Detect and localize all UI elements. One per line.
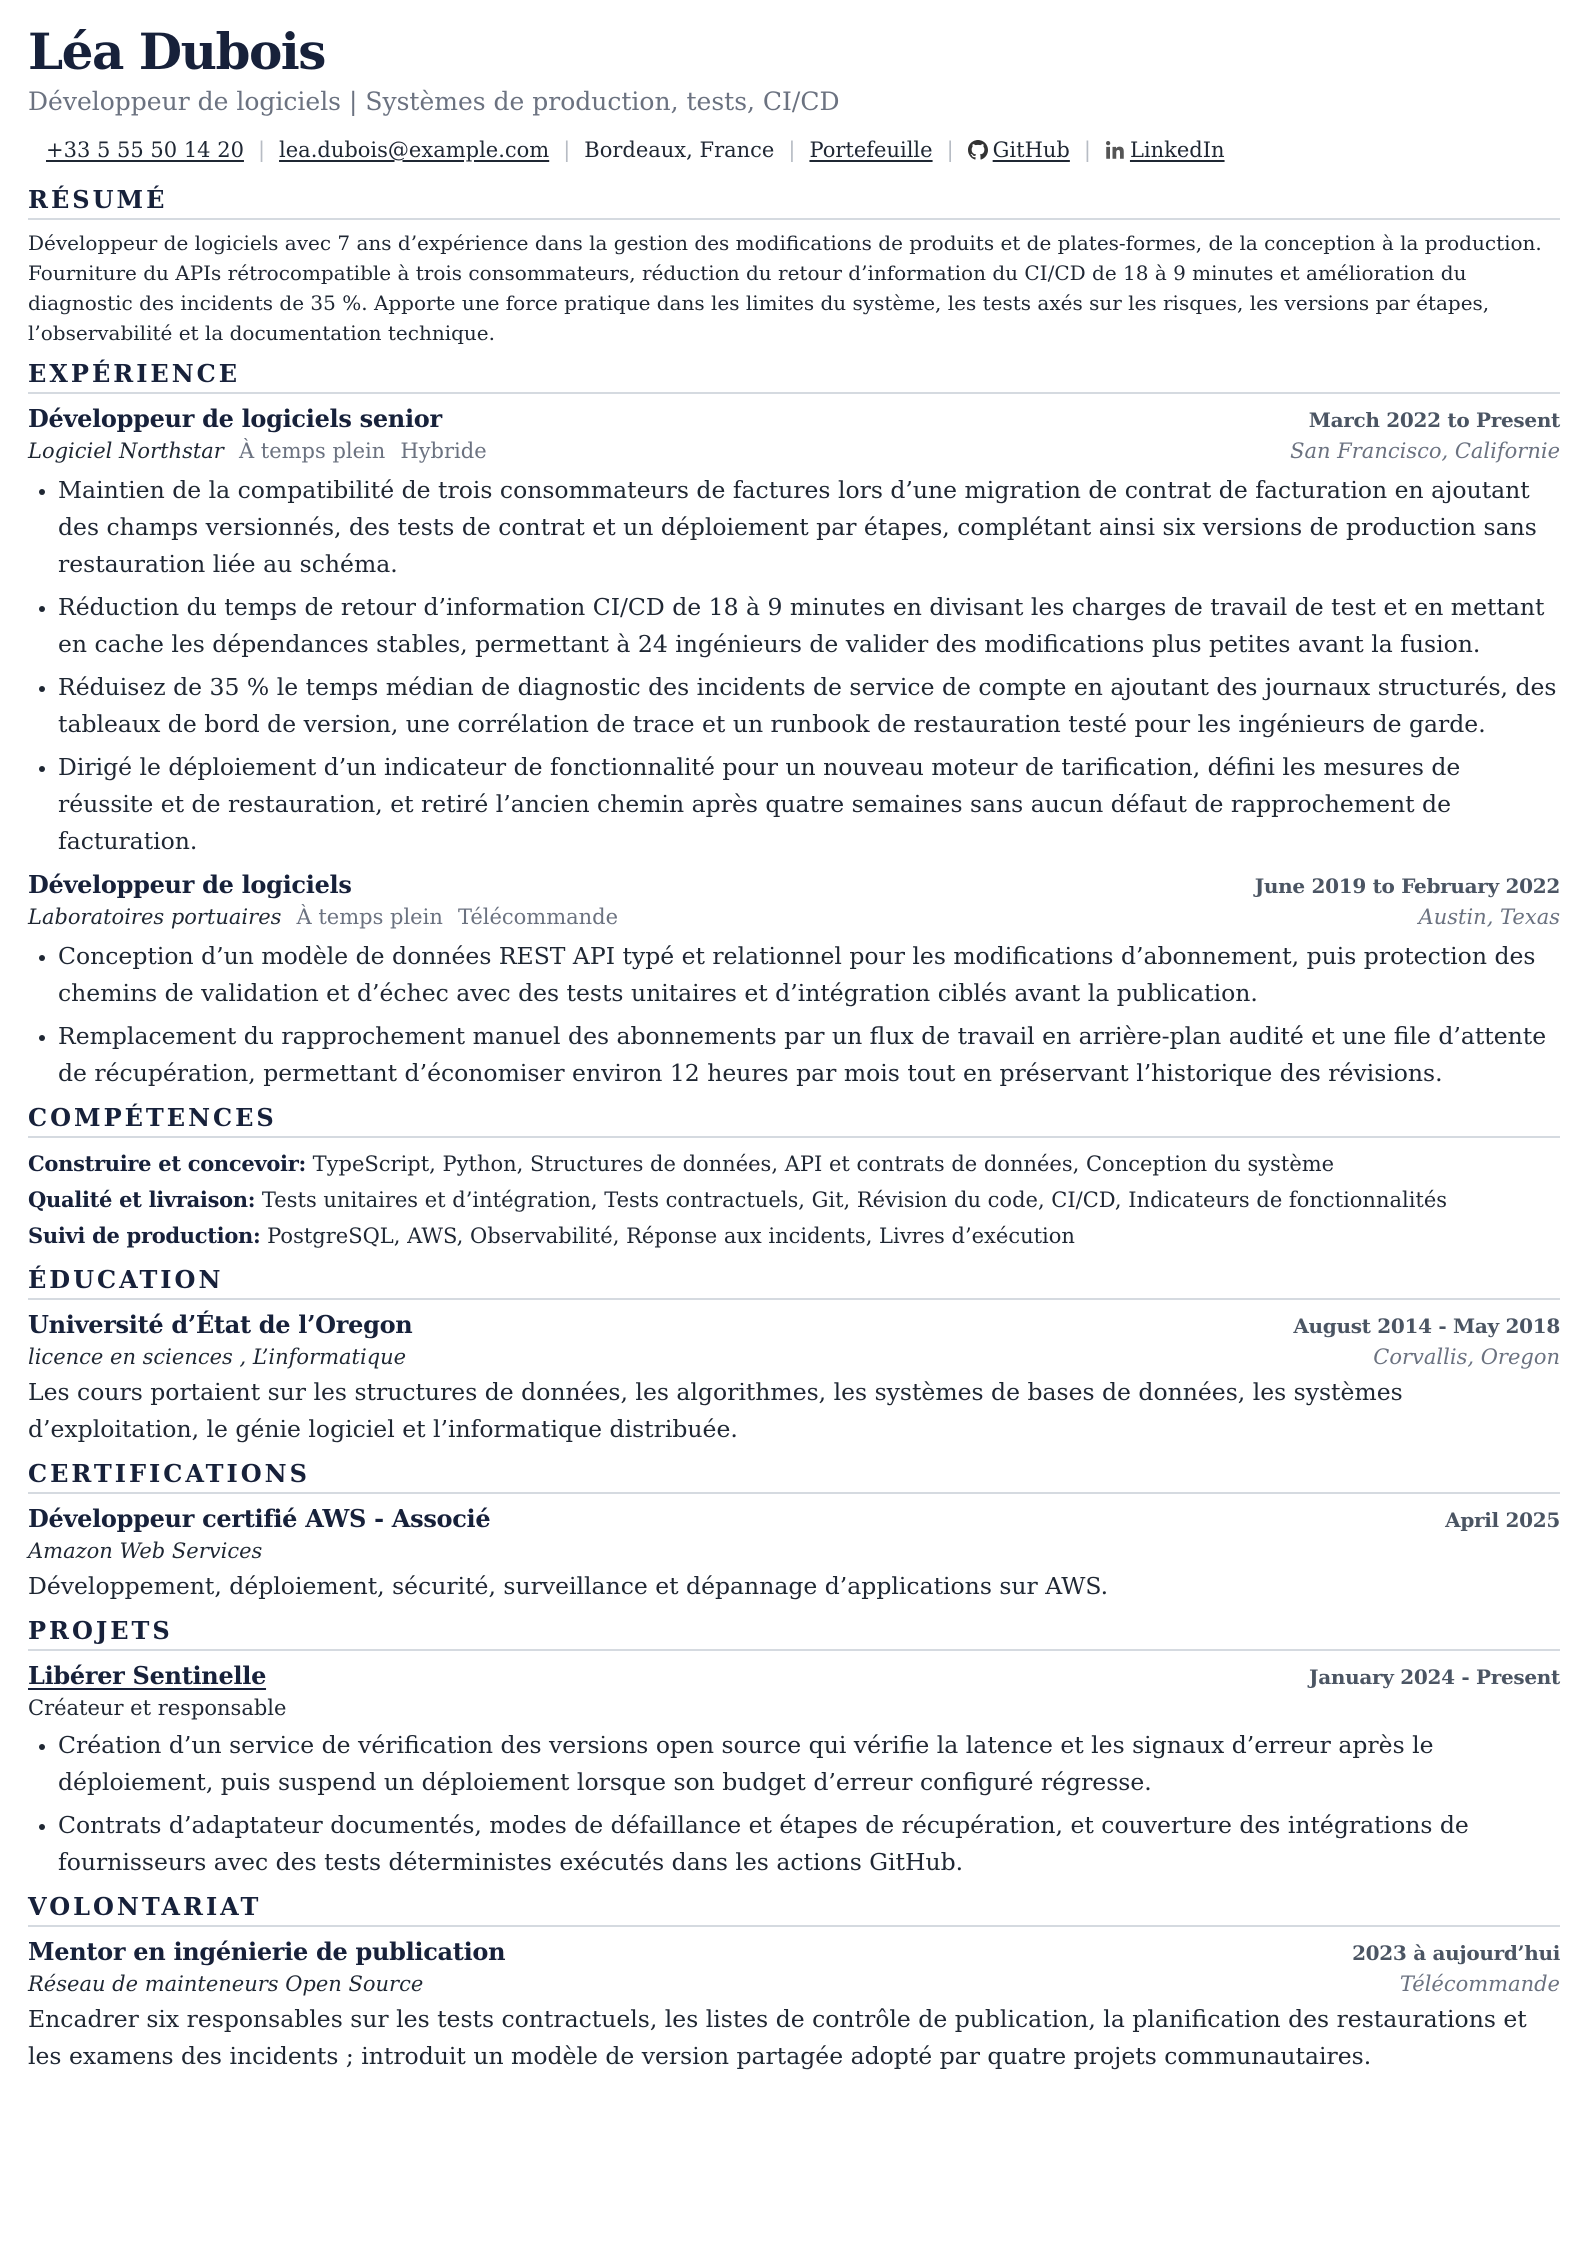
section-title-skills: COMPÉTENCES <box>28 1102 1560 1138</box>
work-mode: Hybride <box>400 439 487 463</box>
volunteer-description: Encadrer six responsables sur les tests contractuels, les listes de contrôle de publication, la planification des restaurations et les examens des incidents ; introduit un modèle de version partagée adopté par quatre projets communautaires. <box>28 2005 1527 2070</box>
section-title-education: ÉDUCATION <box>28 1264 1560 1300</box>
project-entry <box>28 1659 1560 1881</box>
school-location: Corvallis, Oregon <box>1373 1345 1560 1369</box>
degree: licence en sciences , L’informatique <box>28 1345 407 1369</box>
job-bullets <box>28 938 1560 1092</box>
project-bullets <box>28 1727 1560 1881</box>
skill-row <box>28 1146 1560 1182</box>
school-name: Université d’État de l’Oregon <box>28 1310 413 1339</box>
github-link-wrap[interactable] <box>968 134 1070 166</box>
skill-row <box>28 1218 1560 1254</box>
education-description: Les cours portaient sur les structures de données, les algorithmes, les systèmes de bases de données, les systèmes d’exploitation, le génie logiciel et l’informatique distribuée. <box>28 1378 1403 1443</box>
candidate-name: Léa Dubois <box>28 22 325 81</box>
bullet-item: • Maintien de la compatibilité de trois consommateurs de factures lors d’une migration de contrat de facturation en ajoutant des champs versionnés, des tests de contrat et un déploiement par étapes, complétant ainsi six versions de production sans restauration liée au schéma. <box>58 472 1560 583</box>
bullet-item: • Remplacement du rapprochement manuel des abonnements par un flux de travail en arrière-plan audité et une file d’attente de récupération, permettant d’économiser environ 12 heures par mois tout en préservant l’historique des révisions. <box>58 1018 1560 1092</box>
linkedin-label[interactable]: LinkedIn <box>1129 138 1225 162</box>
job-bullets <box>28 472 1560 860</box>
portfolio-link[interactable]: Portefeuille <box>809 138 933 162</box>
linkedin-link-wrap[interactable] <box>1105 134 1225 166</box>
separator: | <box>946 138 954 162</box>
experience-entry <box>28 868 1560 1092</box>
volunteer-org: Réseau de mainteneurs Open Source <box>28 1972 424 1996</box>
bullet-item: • Contrats d’adaptateur documentés, modes de défaillance et étapes de récupération, et couverture des intégrations de fournisseurs avec des tests déterministes exécutés dans les actions GitHub. <box>58 1807 1560 1881</box>
separator: | <box>1083 138 1091 162</box>
separator: | <box>257 138 266 162</box>
bullet-item: • Réduisez de 35 % le temps médian de diagnostic des incidents de service de compte en ajoutant des journaux structurés, des tableaux de bord de version, une corrélation de trace et un runbook de restauration testé pour les ingénieurs de garde. <box>58 669 1560 743</box>
education-date: August 2014 - May 2018 <box>1293 1314 1560 1338</box>
volunteer-title: Mentor en ingénierie de publication <box>28 1937 506 1966</box>
location-text: Bordeaux, France <box>584 138 775 162</box>
bullet-item: • Réduction du temps de retour d’information CI/CD de 18 à 9 minutes en divisant les charges de travail de test et en mettant en cache les dépendances stables, permettant à 24 ingénieurs de valider des modifications plus petites avant la fusion. <box>58 589 1560 663</box>
bullet-item: • Dirigé le déploiement d’un indicateur de fonctionnalité pour un nouveau moteur de tarification, défini les mesures de réussite et de restauration, et retiré l’ancien chemin après quatre semaines sans aucun défaut de rapprochement de facturation. <box>58 749 1560 860</box>
volunteer-entry <box>28 1935 1560 2075</box>
separator: | <box>563 138 571 162</box>
github-icon <box>968 140 988 160</box>
project-role: Créateur et responsable <box>28 1696 287 1720</box>
project-date: January 2024 - Present <box>1309 1665 1560 1689</box>
contact-bar <box>46 134 1560 166</box>
certification-date: April 2025 <box>1445 1508 1560 1532</box>
skill-label: Suivi de production: <box>28 1223 261 1248</box>
linkedin-icon <box>1105 140 1125 160</box>
job-date: June 2019 to February 2022 <box>1254 874 1560 898</box>
experience-entry <box>28 402 1560 860</box>
certification-title: Développeur certifié AWS - Associé <box>28 1504 491 1533</box>
job-date: March 2022 to Present <box>1308 408 1560 432</box>
section-title-volunteer: VOLONTARIAT <box>28 1891 1560 1927</box>
separator: | <box>788 138 796 162</box>
volunteer-date: 2023 à aujourd’hui <box>1352 1941 1560 1965</box>
company-name: Laboratoires portuaires <box>28 905 282 929</box>
job-title: Développeur de logiciels senior <box>28 404 442 433</box>
skill-value: PostgreSQL, AWS, Observabilité, Réponse aux incidents, Livres d’exécution <box>267 1224 1075 1248</box>
email-link[interactable]: lea.dubois@example.com <box>279 138 550 162</box>
skill-label: Construire et concevoir: <box>28 1151 306 1176</box>
skill-row <box>28 1182 1560 1218</box>
volunteer-location: Télécommande <box>1399 1972 1560 1996</box>
job-title: Développeur de logiciels <box>28 870 352 899</box>
summary-text: Développeur de logiciels avec 7 ans d’expérience dans la gestion des modifications de produits et de plates-formes, de la conception à la production. Fourniture du APIs rétrocompatible à trois consommateurs, réduction du retour d’information du CI/CD de 18 à 9 minutes et amélioration du diagnostic des incidents de 35 %. Apporte une force pratique dans les limites du système, les tests axés sur les risques, les versions par étapes, l’observabilité et la documentation technique. <box>28 231 1542 345</box>
github-label[interactable]: GitHub <box>992 138 1070 162</box>
skill-value: TypeScript, Python, Structures de données, API et contrats de données, Conception du système <box>312 1152 1335 1176</box>
education-entry <box>28 1308 1560 1448</box>
headline: Développeur de logiciels | Systèmes de production, tests, CI/CD <box>28 87 840 116</box>
work-mode: Télécommande <box>457 905 619 929</box>
certification-issuer: Amazon Web Services <box>28 1539 263 1563</box>
employment-type: À temps plein <box>296 905 443 929</box>
section-title-summary: RÉSUMÉ <box>28 184 1560 220</box>
section-title-projects: PROJETS <box>28 1615 1560 1651</box>
employment-type: À temps plein <box>238 439 386 463</box>
job-location: Austin, Texas <box>1418 905 1560 929</box>
bullet-item: • Création d’un service de vérification des versions open source qui vérifie la latence et les signaux d’erreur après le déploiement, puis suspend un déploiement lorsque son budget d’erreur configuré régresse. <box>58 1727 1560 1801</box>
skill-label: Qualité et livraison: <box>28 1187 256 1212</box>
bullet-item: • Conception d’un modèle de données REST API typé et relationnel pour les modifications d’abonnement, puis protection des chemins de validation et d’échec avec des tests unitaires et d’intégration ciblés avant la publication. <box>58 938 1560 1012</box>
section-title-certifications: CERTIFICATIONS <box>28 1458 1560 1494</box>
company-name: Logiciel Northstar <box>28 439 224 463</box>
skill-value: Tests unitaires et d’intégration, Tests contractuels, Git, Révision du code, CI/CD, Indicateurs de fonctionnalités <box>261 1188 1448 1212</box>
certification-entry <box>28 1502 1560 1605</box>
certification-description: Développement, déploiement, sécurité, surveillance et dépannage d’applications sur AWS. <box>28 1572 1109 1600</box>
phone-link[interactable]: +33 5 55 50 14 20 <box>46 138 244 162</box>
project-title-link[interactable]: Libérer Sentinelle <box>28 1661 267 1690</box>
job-location: San Francisco, Californie <box>1290 439 1560 463</box>
section-title-experience: EXPÉRIENCE <box>28 358 1560 394</box>
